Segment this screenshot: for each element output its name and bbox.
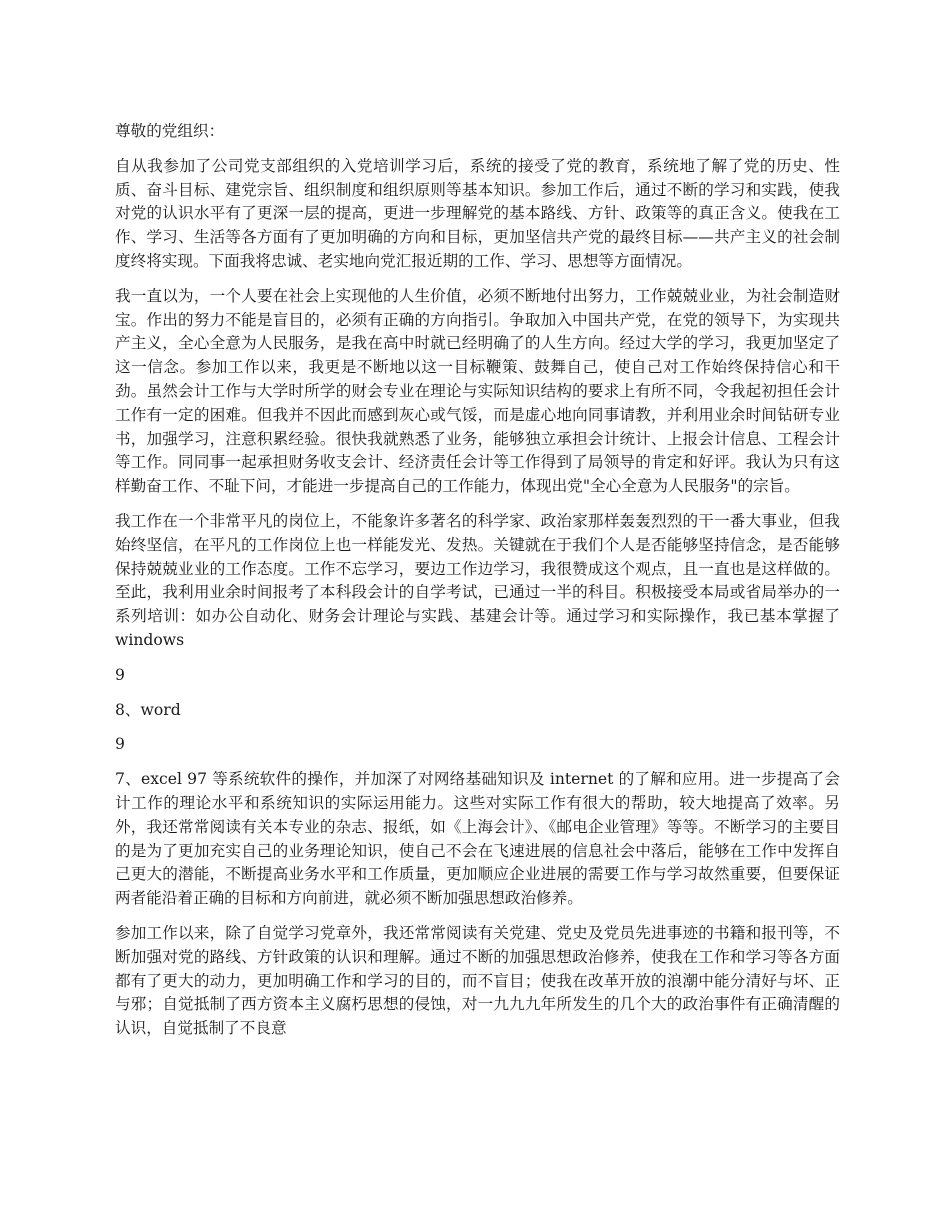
salutation: 尊敬的党组织：: [115, 122, 225, 140]
paragraph-intro: 自从我参加了公司党支部组织的入党培训学习后，系统的接受了党的教育，系统地了解了党的历史、性质、奋斗目标、建党宗旨、组织制度和组织原则等基本知识。参加工作后，通过不断的学习和实践，使我对党的认识水平有了更深一层的提高，更进一步理解党的基本路线、方针、政策等的真正含义。使我在工作、学习、生活等各方面有了更加明确的方向和目标，更加坚信共产党的最终目标——共产主义的社会制度终将实现。下面我将忠诚、老实地向党汇报近期的工作、学习、思想等方面情况。: [115, 156, 840, 270]
paragraph-software-skills: 7、excel 97 等系统软件的操作，并加深了对网络基础知识及 internet 的了解和应用。进一步提高了会计工作的理论水平和系统知识的实际运用能力。这些对实际工作有很大的帮助，较大地提高了效率。另外，我还常常阅读有关本专业的杂志、报纸，如《上海会计》、《邮电企业管理》等等。不断学习的主要目的是为了更加充实自己的业务理论知识，使自己不会在飞速进展的信息社会中落后，能够在工作中发挥自己更大的潜能，不断提高业务水平和工作质量，更加顺应企业进展的需要工作与学习故然重要，但要保证两者能沿着正确的目标和方向前进，就必须不断加强思想政治修养。: [115, 770, 840, 908]
paragraph-fragment-word: 8、word: [115, 700, 181, 719]
paragraph-fragment-number: 9: [115, 665, 125, 684]
paragraph-ordinary-post: 我工作在一个非常平凡的岗位上，不能象许多著名的科学家、政治家那样轰轰烈烈的干一番大事业，但我始终坚信，在平凡的工作岗位上也一样能发光、发热。关键就在于我们个人是否能够坚持信念，是否能够保持兢兢业业的工作态度。工作不忘学习，要边工作边学习，我很赞成这个观点，且一直也是这样做的。至此，我利用业余时间报考了本科段会计的自学考试，已通过一半的科目。积极接受本局或省局举办的一系列培训：如办公自动化、财务会计理论与实践、基建会计等。通过学习和实际操作，我已基本掌握了windows: [115, 511, 840, 649]
paragraph-life-goal: 我一直以为，一个人要在社会上实现他的人生价值，必须不断地付出努力，工作兢兢业业，为社会制造财宝。作出的努力不能是盲目的，必须有正确的方向指引。争取加入中国共产党，在党的领导下，为实现共产主义，全心全意为人民服务，是我在高中时就已经明确了的人生方向。经过大学的学习，我更加坚定了这一信念。参加工作以来，我更是不断地以这一目标鞭策、鼓舞自己，使自己对工作始终保持信心和干劲。虽然会计工作与大学时所学的财会专业在理论与实际知识结构的要求上有所不同，令我起初担任会计工作有一定的困难。但我并不因此而感到灰心或气馁，而是虚心地向同事请教，并利用业余时间钻研专业书，加强学习，注意积累经验。很快我就熟悉了业务，能够独立承担会计统计、上报会计信息、工程会计等工作。同同事一起承担财务收支会计、经济责任会计等工作得到了局领导的肯定和好评。我认为只有这样勤奋工作、不耻下问，才能进一步提高自己的工作能力，体现出党"全心全意为人民服务"的宗旨。: [115, 286, 840, 496]
document-body: [115, 120, 840, 1052]
paragraph-political-study: 参加工作以来，除了自觉学习党章外，我还常常阅读有关党建、党史及党员先进事迹的书籍和报刊等，不断加强对党的路线、方针政策的认识和理解。通过不断的加强思想政治修养，使我在工作和学习等各方面都有了更大的动力，更加明确工作和学习的目的，而不盲目；使我在改革开放的浪潮中能分清好与坏、正与邪；自觉抵制了西方资本主义腐朽思想的侵蚀，对一九九九年所发生的几个大的政治事件有正确清醒的认识，自觉抵制了不良意: [115, 923, 840, 1038]
paragraph-fragment-number: 9: [115, 735, 125, 754]
